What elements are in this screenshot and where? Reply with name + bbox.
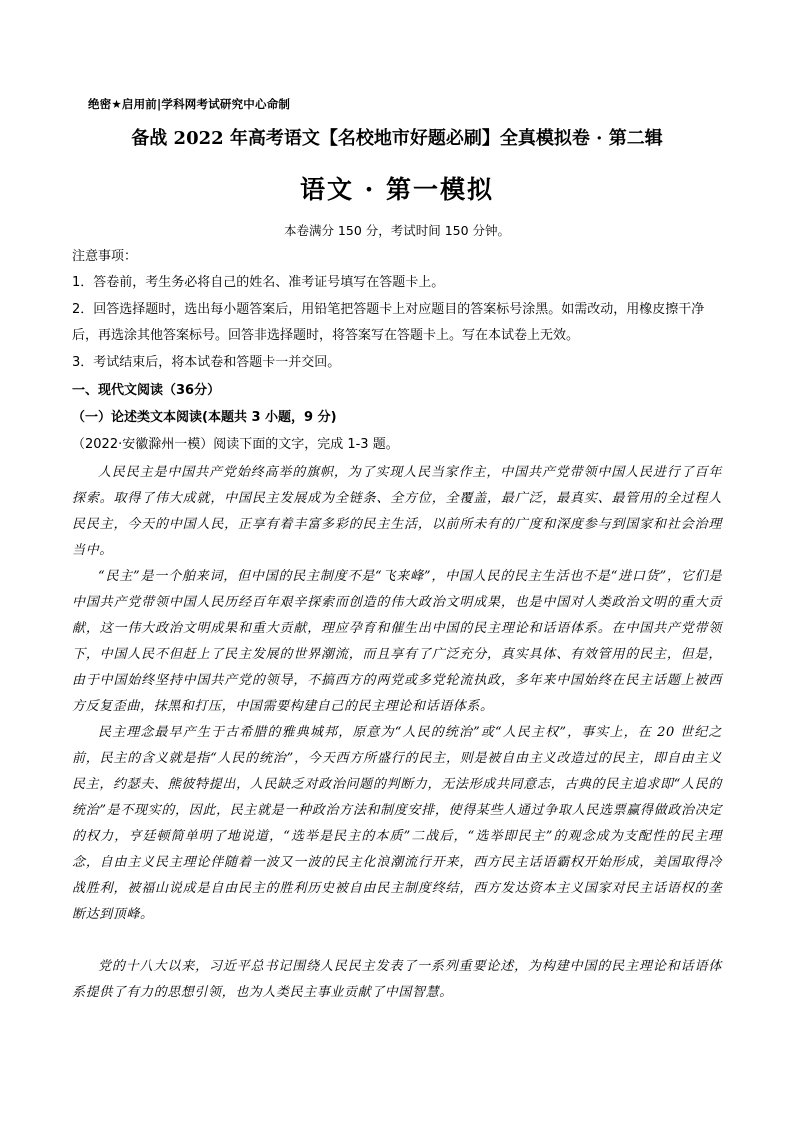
section-heading: 一、现代文阅读（36分） xyxy=(72,383,221,398)
passage-paragraph-1: 人民民主是中国共产党始终高举的旗帜，为了实现人民当家作主，中国共产党带领中国人民进行了百年探索。取得了伟大成就，中国民主发展成为全链条、全方位，全覆盖，最广泛，最真实、最管用的全过程人民民主，今天的中国人民，正享有着丰富多彩的民主生活，以前所未有的广度和深度参与到国家和社会治理当中。 xyxy=(72,465,722,558)
note-item-2: 2．回答选择题时，选出每小题答案后，用铅笔把答题卡上对应题目的答案标号涂黑。如需改动，用橡皮擦干净后，再选涂其他答案标号。回答非选择题时，将答案写在答题卡上。写在本试卷上无效。 xyxy=(72,302,705,343)
exam-subtitle: 语文 · 第一模拟 xyxy=(299,175,495,204)
section-sub-heading: （一）论述类文本阅读(本题共 3 小题，9 分) xyxy=(72,410,337,425)
note-item-1: 1．答卷前，考生务必将自己的姓名、准考证号填写在答题卡上。 xyxy=(72,275,445,290)
passage-paragraph-2: “民主”是一个舶来词，但中国的民主制度不是“飞来峰”，中国人民的民主生活也不是“进口货”，它们是中国共产党带领中国人民历经百年艰辛探索而创造的伟大政治文明成果，也是中国对人类政治文明的重大贡献，这一伟大政治文明成果和重大贡献，理应孕育和催生出中国的民主理论和话语体系。在中国共产党带领下，中国人民不但赶上了民主发展的世界潮流，而且享有了广泛充分，真实具体、有效管用的民主，但是，由于中国始终坚持中国共产党的领导，不搞西方的两党或多党轮流执政，多年来中国始终在民主话题上被西方反复歪曲，抹黑和打压，中国需要构建自己的民主理论和话语体系。 xyxy=(72,569,722,714)
notes-heading: 注意事项： xyxy=(72,249,138,264)
passage-source: （2022·安徽滁州一模）阅读下面的文字，完成 1-3 题。 xyxy=(72,437,399,452)
passage-paragraph-4: 党的十八大以来，习近平总书记围绕人民民主发表了一系列重要论述，为构建中国的民主理论和话语体系提供了有力的思想引领，也为人类民主事业贡献了中国智慧。 xyxy=(72,959,722,1000)
note-item-3: 3．考试结束后，将本试卷和答题卡一并交回。 xyxy=(72,355,341,370)
exam-info: 本卷满分 150 分，考试时间 150 分钟。 xyxy=(283,223,511,238)
passage-paragraph-3: 民主理念最早产生于古希腊的雅典城邦，原意为“人民的统治”或“人民主权”，事实上，在 20 世纪之前，民主的含义就是指“人民的统治”，今天西方所盛行的民主，则是被自由主义改造过的民主，即自由主义民主，约瑟夫、熊彼特提出，人民缺乏对政治问题的判断力，无法形成共同意志，古典的民主追求即“人民的统治”是不现实的，因此，民主就是一种政治方法和制度安排，使得某些人通过争取人民选票赢得做政治决定的权力，亨廷顿简单明了地说道，“选举是民主的本质”二战后，“选举即民主”的观念成为支配性的民主理念，自由主义民主理论伴随着一波又一波的民主化浪潮流行开来，西方民主话语霸权开始形成，美国取得冷战胜利，被福山说成是自由民主的胜利历史被自由民主制度终结，西方发达资本主义国家对民主话语权的垄断达到顶峰。 xyxy=(72,725,722,922)
exam-series-title: 备战 2022 年高考语文【名校地市好题必刷】全真模拟卷 · 第二辑 xyxy=(131,128,663,149)
confidential-label: 绝密★启用前|学科网考试研究中心命制 xyxy=(88,97,291,111)
